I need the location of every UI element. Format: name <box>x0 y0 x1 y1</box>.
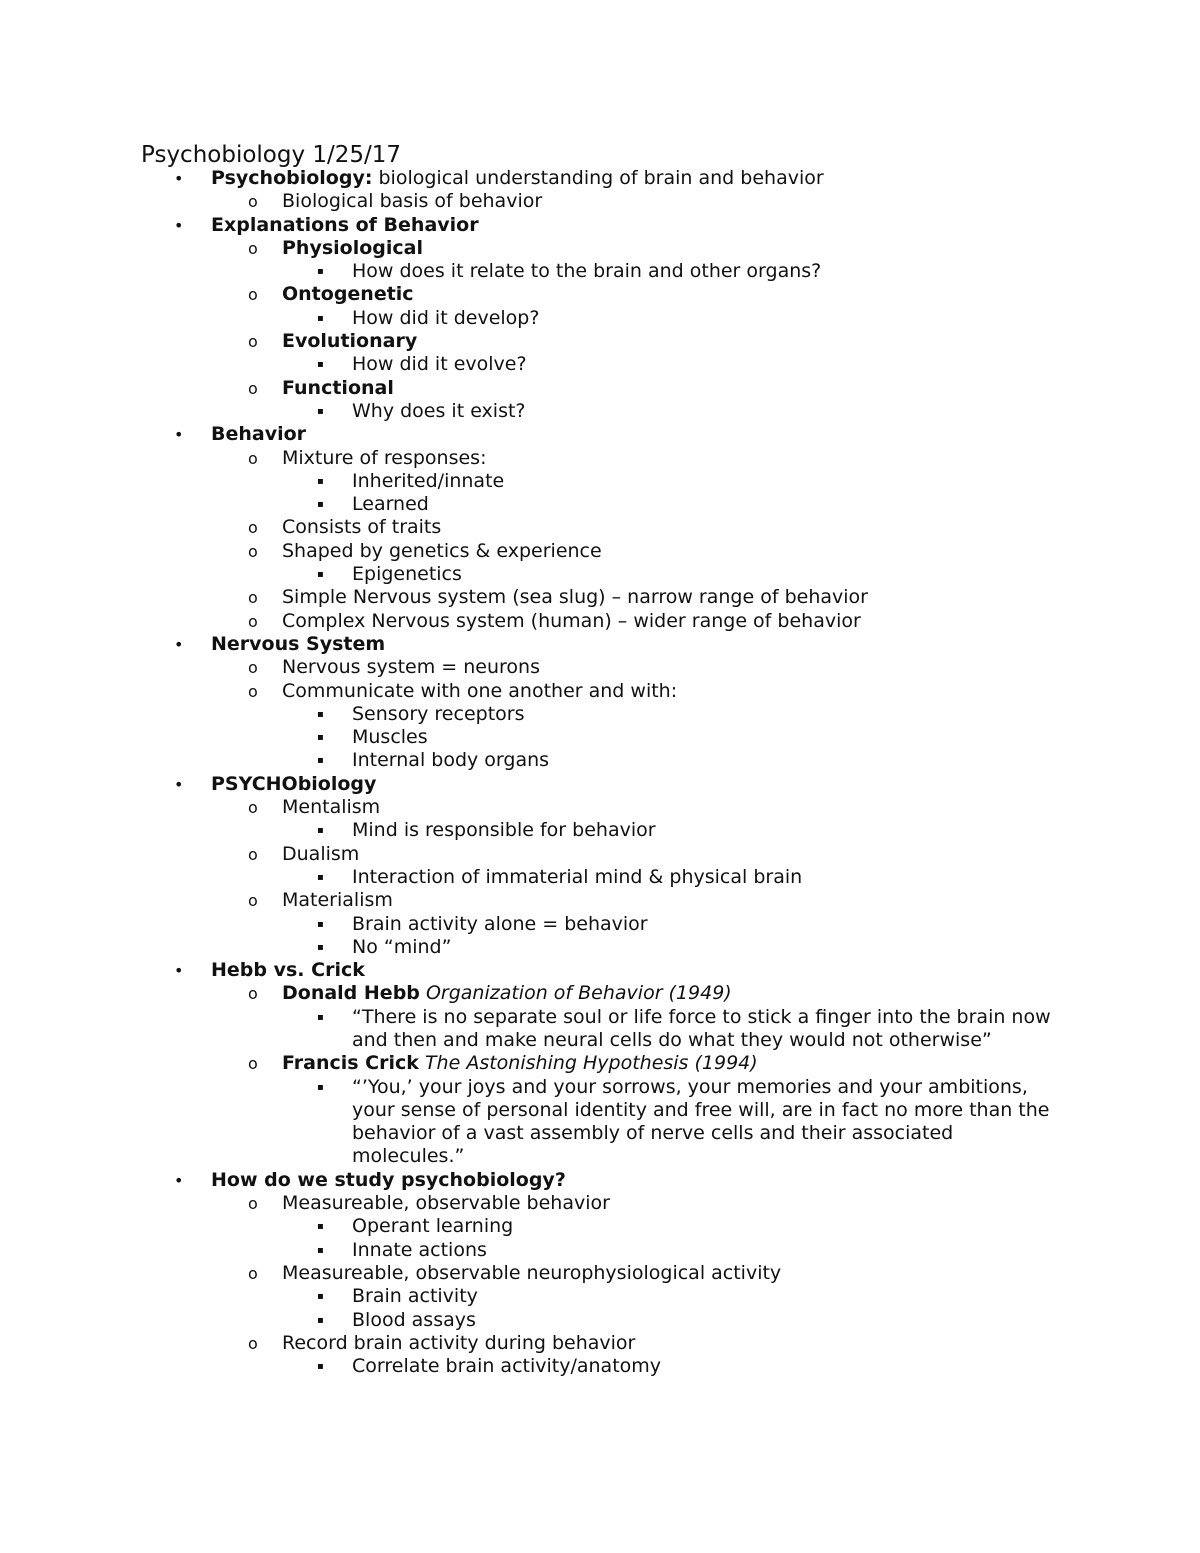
outline-item-level3 <box>0 470 1200 493</box>
text-run: Communicate with one another and with: <box>282 679 678 702</box>
outline-item-text <box>282 1192 1200 1215</box>
outline-item-level1 <box>0 214 1200 237</box>
text-run: Operant learning <box>352 1215 514 1238</box>
outline-item-text <box>282 540 1200 563</box>
bold-term: Functional <box>282 376 394 399</box>
outline-list <box>0 167 1200 1378</box>
outline-item-level2 <box>0 1052 1200 1075</box>
bullet-icon: ▪ <box>317 1244 324 1256</box>
bold-term: Hebb vs. Crick <box>211 959 365 982</box>
outline-item-level2 <box>0 237 1200 260</box>
outline-item-level2 <box>0 586 1200 609</box>
outline-item-level3 <box>0 1006 1200 1053</box>
outline-item-level2 <box>0 982 1200 1005</box>
bullet-icon: ▪ <box>317 1291 324 1303</box>
text-run: Nervous system = neurons <box>282 656 540 679</box>
outline-item-text <box>282 1332 1200 1355</box>
text-run: “’You,’ your joys and your sorrows, your memories and your ambitions, your sense of personal identity and free will, are in fact no more than the behavior of a vast assembly of nerve cells and their associated molecules.” <box>352 1075 1050 1168</box>
bullet-icon: ▪ <box>317 266 324 278</box>
outline-item-level3 <box>0 913 1200 936</box>
bullet-icon: ▪ <box>317 475 324 487</box>
outline-item-text <box>282 330 1200 353</box>
outline-item-text <box>282 656 1200 679</box>
bullet-icon: ▪ <box>317 708 324 720</box>
text-run: How did it evolve? <box>352 353 527 376</box>
bullet-icon: ▪ <box>317 405 324 417</box>
bullet-icon: • <box>174 961 184 981</box>
outline-item-text <box>282 889 1200 912</box>
outline-item-text <box>352 260 1060 283</box>
bullet-icon: ▪ <box>317 1361 324 1373</box>
bullet-icon: o <box>248 798 258 818</box>
outline-item-text <box>282 982 1200 1005</box>
outline-item-level2 <box>0 330 1200 353</box>
bullet-icon: ▪ <box>317 499 324 511</box>
outline-item-text <box>352 563 1060 586</box>
bullet-icon: o <box>248 238 258 258</box>
bullet-icon: • <box>174 1170 184 1190</box>
outline-item-text <box>352 1076 1060 1169</box>
outline-item-level3 <box>0 563 1200 586</box>
outline-item-text <box>352 819 1060 842</box>
outline-item-level2 <box>0 540 1200 563</box>
bullet-icon: o <box>248 332 258 352</box>
bullet-icon: • <box>174 169 184 188</box>
outline-item-level3 <box>0 1309 1200 1332</box>
italic-citation: The Astonishing Hypothesis (1994) <box>424 1052 758 1075</box>
bullet-icon: o <box>248 588 258 608</box>
outline-item-text <box>211 423 1200 446</box>
text-run: Interaction of immaterial mind & physical brain <box>352 865 803 888</box>
bullet-icon: o <box>248 1333 258 1353</box>
bullet-icon: ▪ <box>317 941 324 953</box>
text-run: Innate actions <box>352 1238 487 1261</box>
text-run: Dualism <box>282 842 360 865</box>
outline-item-level3 <box>0 1285 1200 1308</box>
outline-item-level3 <box>0 749 1200 772</box>
bullet-icon: o <box>248 285 258 305</box>
outline-item-level2 <box>0 516 1200 539</box>
outline-item-level2 <box>0 1332 1200 1355</box>
outline-item-text <box>282 237 1200 260</box>
text-run: Internal body organs <box>352 749 550 772</box>
outline-item-text <box>352 400 1060 423</box>
outline-item-text <box>282 1262 1200 1285</box>
bullet-icon: o <box>248 984 258 1004</box>
outline-item-level3 <box>0 1076 1200 1169</box>
outline-item-text <box>282 680 1200 703</box>
text-run: How did it develop? <box>352 306 540 329</box>
outline-item-text <box>352 749 1060 772</box>
outline-item-level2 <box>0 377 1200 400</box>
bold-term: Psychobiology: <box>211 167 373 189</box>
outline-item-text <box>352 726 1060 749</box>
bullet-icon: o <box>248 1263 258 1283</box>
outline-item-text <box>352 307 1060 330</box>
outline-item-level1 <box>0 423 1200 446</box>
outline-item-text <box>352 1285 1060 1308</box>
bullet-icon: ▪ <box>317 1081 324 1093</box>
bullet-icon: o <box>248 518 258 538</box>
outline-item-level2 <box>0 283 1200 306</box>
bullet-icon: • <box>174 425 184 445</box>
outline-item-text <box>211 1169 1200 1192</box>
bullet-icon: • <box>174 774 184 794</box>
outline-item-text <box>352 493 1060 516</box>
outline-item-text <box>352 353 1060 376</box>
outline-item-level1 <box>0 167 1200 190</box>
outline-item-level3 <box>0 1215 1200 1238</box>
text-run: Consists of traits <box>282 516 442 539</box>
bullet-icon: • <box>174 215 184 235</box>
outline-item-text <box>352 866 1060 889</box>
outline-item-level2 <box>0 656 1200 679</box>
bold-term: Physiological <box>282 236 423 259</box>
bold-term: Behavior <box>211 423 307 446</box>
outline-item-level2 <box>0 190 1200 213</box>
outline-item-level2 <box>0 1192 1200 1215</box>
text-run: Sensory receptors <box>352 702 525 725</box>
text-run: Mentalism <box>282 796 381 819</box>
outline-item-text <box>282 447 1200 470</box>
bullet-icon: o <box>248 378 258 398</box>
bullet-icon: ▪ <box>317 312 324 324</box>
bullet-icon: • <box>174 634 184 654</box>
bullet-icon: ▪ <box>317 1221 324 1233</box>
outline-item-text <box>352 1239 1060 1262</box>
outline-item-level3 <box>0 493 1200 516</box>
bullet-icon: ▪ <box>317 871 324 883</box>
bold-term: Explanations of Behavior <box>211 213 479 236</box>
outline-item-level1 <box>0 633 1200 656</box>
text-run: Measureable, observable behavior <box>282 1192 610 1215</box>
outline-item-level3 <box>0 400 1200 423</box>
outline-item-level3 <box>0 703 1200 726</box>
text-run: Mind is responsible for behavior <box>352 819 656 842</box>
outline-item-level2 <box>0 796 1200 819</box>
bullet-icon: ▪ <box>317 1314 324 1326</box>
bullet-icon: o <box>248 448 258 468</box>
outline-item-text <box>282 1052 1200 1075</box>
outline-item-text <box>211 773 1200 796</box>
outline-item-level3 <box>0 819 1200 842</box>
text-run: How does it relate to the brain and other organs? <box>352 260 822 283</box>
bullet-icon: o <box>248 541 258 561</box>
text-run: Why does it exist? <box>352 399 526 422</box>
text-run: Record brain activity during behavior <box>282 1331 636 1354</box>
outline-item-text <box>352 1309 1060 1332</box>
bullet-icon: o <box>248 1194 258 1214</box>
bold-term: Donald Hebb <box>282 982 420 1005</box>
outline-item-level2 <box>0 843 1200 866</box>
text-run: Brain activity <box>352 1285 478 1308</box>
bullet-icon: o <box>248 844 258 864</box>
outline-item-text <box>282 796 1200 819</box>
text-run: biological understanding of brain and behavior <box>372 167 824 189</box>
outline-item-text <box>282 516 1200 539</box>
outline-item-text <box>352 703 1060 726</box>
bold-term: Evolutionary <box>282 330 418 353</box>
text-run: Learned <box>352 493 429 516</box>
bullet-icon: o <box>248 611 258 631</box>
outline-item-text <box>282 610 1200 633</box>
bullet-icon: o <box>248 1054 258 1074</box>
outline-item-text <box>211 633 1200 656</box>
outline-item-text <box>282 283 1200 306</box>
bold-term: Francis Crick <box>282 1052 419 1075</box>
outline-item-level1 <box>0 773 1200 796</box>
bold-term: Nervous System <box>211 632 386 655</box>
outline-item-level3 <box>0 353 1200 376</box>
outline-item-text <box>211 167 1200 190</box>
outline-item-text <box>352 913 1060 936</box>
outline-item-level3 <box>0 866 1200 889</box>
bullet-icon: o <box>248 658 258 678</box>
outline-item-text <box>211 959 1200 982</box>
bold-term: PSYCHObiology <box>211 772 377 795</box>
bullet-icon: ▪ <box>317 1011 324 1023</box>
outline-item-text <box>282 190 1200 213</box>
text-run: Blood assays <box>352 1308 476 1331</box>
outline-item-level3 <box>0 307 1200 330</box>
text-run: Biological basis of behavior <box>282 190 543 213</box>
bullet-icon: ▪ <box>317 825 324 837</box>
text-run: Muscles <box>352 726 428 749</box>
text-run: Mixture of responses: <box>282 446 487 469</box>
outline-item-text <box>282 586 1200 609</box>
outline-item-text <box>352 1215 1060 1238</box>
text-run: Inherited/innate <box>352 469 505 492</box>
text-run: Materialism <box>282 889 393 912</box>
text-run: Simple Nervous system (sea slug) – narrow range of behavior <box>282 586 868 609</box>
outline-item-level2 <box>0 680 1200 703</box>
bold-term: Ontogenetic <box>282 283 414 306</box>
bullet-icon: ▪ <box>317 569 324 581</box>
outline-item-level3 <box>0 1239 1200 1262</box>
text-run: “There is no separate soul or life force to stick a finger into the brain now and then and make neural cells do what they would not otherwise” <box>352 1005 1051 1051</box>
bullet-icon: ▪ <box>317 359 324 371</box>
bullet-icon: o <box>248 681 258 701</box>
outline-item-level3 <box>0 936 1200 959</box>
outline-item-level1 <box>0 959 1200 982</box>
outline-item-level2 <box>0 1262 1200 1285</box>
outline-item-text <box>352 936 1060 959</box>
italic-citation: Organization of Behavior (1949) <box>425 982 732 1005</box>
outline-item-level3 <box>0 726 1200 749</box>
outline-item-text <box>211 214 1200 237</box>
outline-item-level2 <box>0 610 1200 633</box>
outline-item-level3 <box>0 260 1200 283</box>
text-run: Complex Nervous system (human) – wider range of behavior <box>282 609 861 632</box>
text-run: No “mind” <box>352 935 452 958</box>
text-run: Shaped by genetics & experience <box>282 539 602 562</box>
text-run: Brain activity alone = behavior <box>352 912 648 935</box>
bold-term: How do we study psychobiology? <box>211 1168 566 1191</box>
outline-item-text <box>352 1006 1060 1053</box>
outline-item-level1 <box>0 1169 1200 1192</box>
bullet-icon: ▪ <box>317 732 324 744</box>
bullet-icon: ▪ <box>317 918 324 930</box>
bullet-icon: o <box>248 192 258 212</box>
outline-item-level2 <box>0 447 1200 470</box>
bullet-icon: ▪ <box>317 755 324 767</box>
text-run: Measureable, observable neurophysiological activity <box>282 1261 782 1284</box>
text-run: Epigenetics <box>352 563 462 586</box>
outline-item-text <box>352 470 1060 493</box>
bullet-icon: o <box>248 891 258 911</box>
page-title: Psychobiology 1/25/17 <box>141 142 402 168</box>
outline-item-level3 <box>0 1355 1200 1378</box>
outline-item-text <box>282 843 1200 866</box>
outline-item-text <box>282 377 1200 400</box>
outline-item-text <box>352 1355 1060 1378</box>
text-run: Correlate brain activity/anatomy <box>352 1355 662 1378</box>
outline-item-level2 <box>0 889 1200 912</box>
